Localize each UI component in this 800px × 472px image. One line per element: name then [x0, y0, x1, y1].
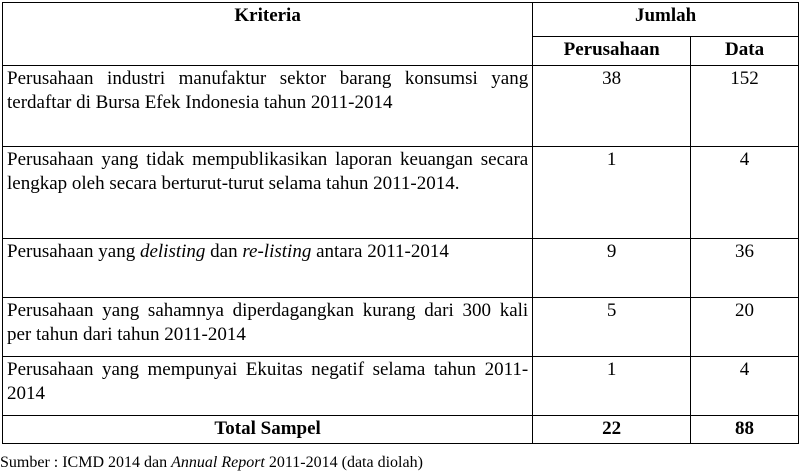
data-cell: 152 [691, 66, 799, 147]
perusahaan-cell: 9 [533, 239, 691, 298]
header-data: Data [691, 37, 799, 66]
table-row [3, 357, 799, 416]
table-row [3, 147, 799, 239]
perusahaan-cell: 38 [533, 66, 691, 147]
table-row [3, 66, 799, 147]
perusahaan-cell: 5 [533, 298, 691, 357]
perusahaan-cell: 1 [533, 147, 691, 239]
criteria-cell: Perusahaan yang sahamnya diperdagangkan kurang dari 300 kali per tahun dari tahun 2011-2014 [3, 298, 533, 357]
criteria-cell: Perusahaan yang mempunyai Ekuitas negatif selama tahun 2011-2014 [3, 357, 533, 416]
header-perusahaan: Perusahaan [533, 37, 691, 66]
criteria-cell: Perusahaan yang delisting dan re-listing antara 2011-2014 [3, 239, 533, 298]
data-cell: 4 [691, 147, 799, 239]
table-row [3, 298, 799, 357]
total-row [3, 416, 799, 444]
total-data: 88 [691, 416, 799, 444]
perusahaan-cell: 1 [533, 357, 691, 416]
table-row [3, 239, 799, 298]
total-label: Total Sampel [3, 416, 533, 444]
header-jumlah: Jumlah [533, 3, 799, 37]
criteria-cell: Perusahaan industri manufaktur sektor barang konsumsi yang terdaftar di Bursa Efek Indonesia tahun 2011-2014 [3, 66, 533, 147]
total-perusahaan: 22 [533, 416, 691, 444]
source-note: Sumber : ICMD 2014 dan Annual Report 2011-2014 (data diolah) [0, 454, 423, 471]
data-cell: 36 [691, 239, 799, 298]
header-kriteria: Kriteria [3, 3, 533, 66]
sample-criteria-table [2, 2, 799, 444]
data-cell: 20 [691, 298, 799, 357]
data-cell: 4 [691, 357, 799, 416]
criteria-cell: Perusahaan yang tidak mempublikasikan laporan keuangan secara lengkap oleh secara berturut-turut selama tahun 2011-2014. [3, 147, 533, 239]
